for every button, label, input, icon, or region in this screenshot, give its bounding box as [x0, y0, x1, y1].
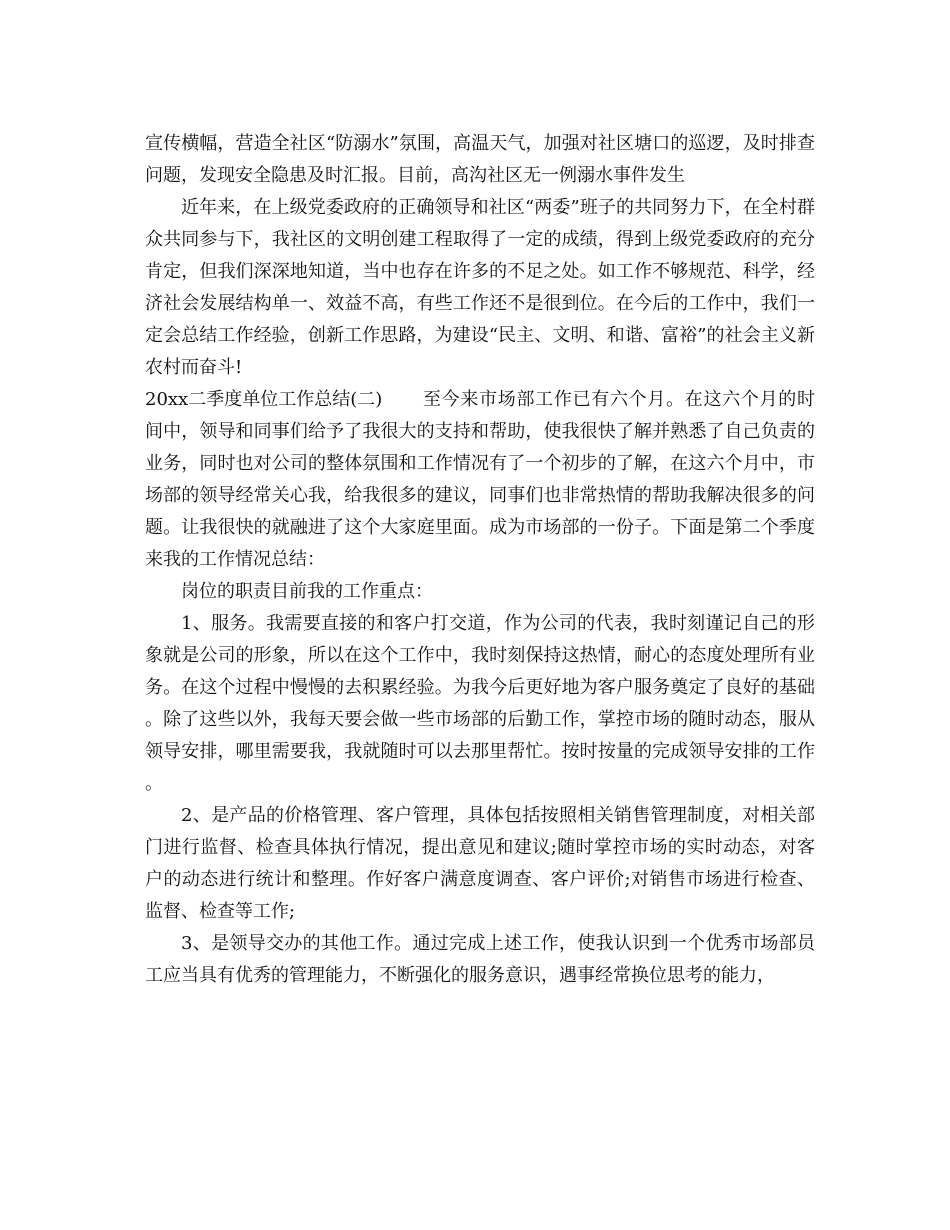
body-paragraph-1: 岗位的职责目前我的工作重点：	[181, 581, 433, 602]
document-page	[145, 128, 815, 992]
body-paragraph-4: 3、是领导交办的其他工作。通过完成上述工作，使我认识到一个优秀市场部员工应当具有优秀的管理能力，不断强化的服务意识，遇事经常换位思考的能力，	[145, 933, 815, 986]
section-paragraph	[145, 384, 815, 576]
section-heading: 20xx二季度单位工作总结(二)	[145, 389, 383, 410]
paragraph-2: 近年来，在上级党委政府的正确领导和社区“两委”班子的共同努力下，在全村群众共同参与下，我社区的文明创建工程取得了一定的成绩，得到上级党委政府的充分肯定，但我们深深地知道，当中也存在许多的不足之处。如工作不够规范、科学，经济社会发展结构单一、效益不高，有些工作还不是很到位。在今后的工作中，我们一定会总结工作经验，创新工作思路，为建设“民主、文明、和谐、富裕”的社会主义新农村而奋斗!	[145, 197, 815, 378]
body-paragraph-3: 2、是产品的价格管理、客户管理，具体包括按照相关销售管理制度，对相关部门进行监督、检查具体执行情况，提出意见和建议;随时掌控市场的实时动态，对客户的动态进行统计和整理。作好客户满意度调查、客户评价;对销售市场进行检查、监督、检查等工作;	[145, 805, 815, 922]
body-paragraph-2: 1、服务。我需要直接的和客户打交道，作为公司的代表，我时刻谨记自己的形象就是公司的形象，所以在这个工作中，我时刻保持这热情，耐心的态度处理所有业务。在这个过程中慢慢的去积累经验。为我今后更好地为客户服务奠定了良好的基础。除了这些以外，我每天要会做一些市场部的后勤工作，掌控市场的随时动态，服从领导安排，哪里需要我，我就随时可以去那里帮忙。按时按量的完成领导安排的工作。	[145, 613, 815, 794]
paragraph-1: 宣传横幅，营造全社区“防溺水”氛围，高温天气，加强对社区塘口的巡逻，及时排查问题，发现安全隐患及时汇报。目前，高沟社区无一例溺水事件发生	[145, 133, 815, 186]
section-intro: 至今来市场部工作已有六个月。在这六个月的时间中，领导和同事们给予了我很大的支持和帮助，使我很快了解并熟悉了自己负责的业务，同时也对公司的整体氛围和工作情况有了一个初步的了解，在这六个月中，市场部的领导经常关心我，给我很多的建议，同事们也非常热情的帮助我解决很多的问题。让我很快的就融进了这个大家庭里面。成为市场部的一份子。下面是第二个季度来我的工作情况总结：	[145, 389, 815, 570]
